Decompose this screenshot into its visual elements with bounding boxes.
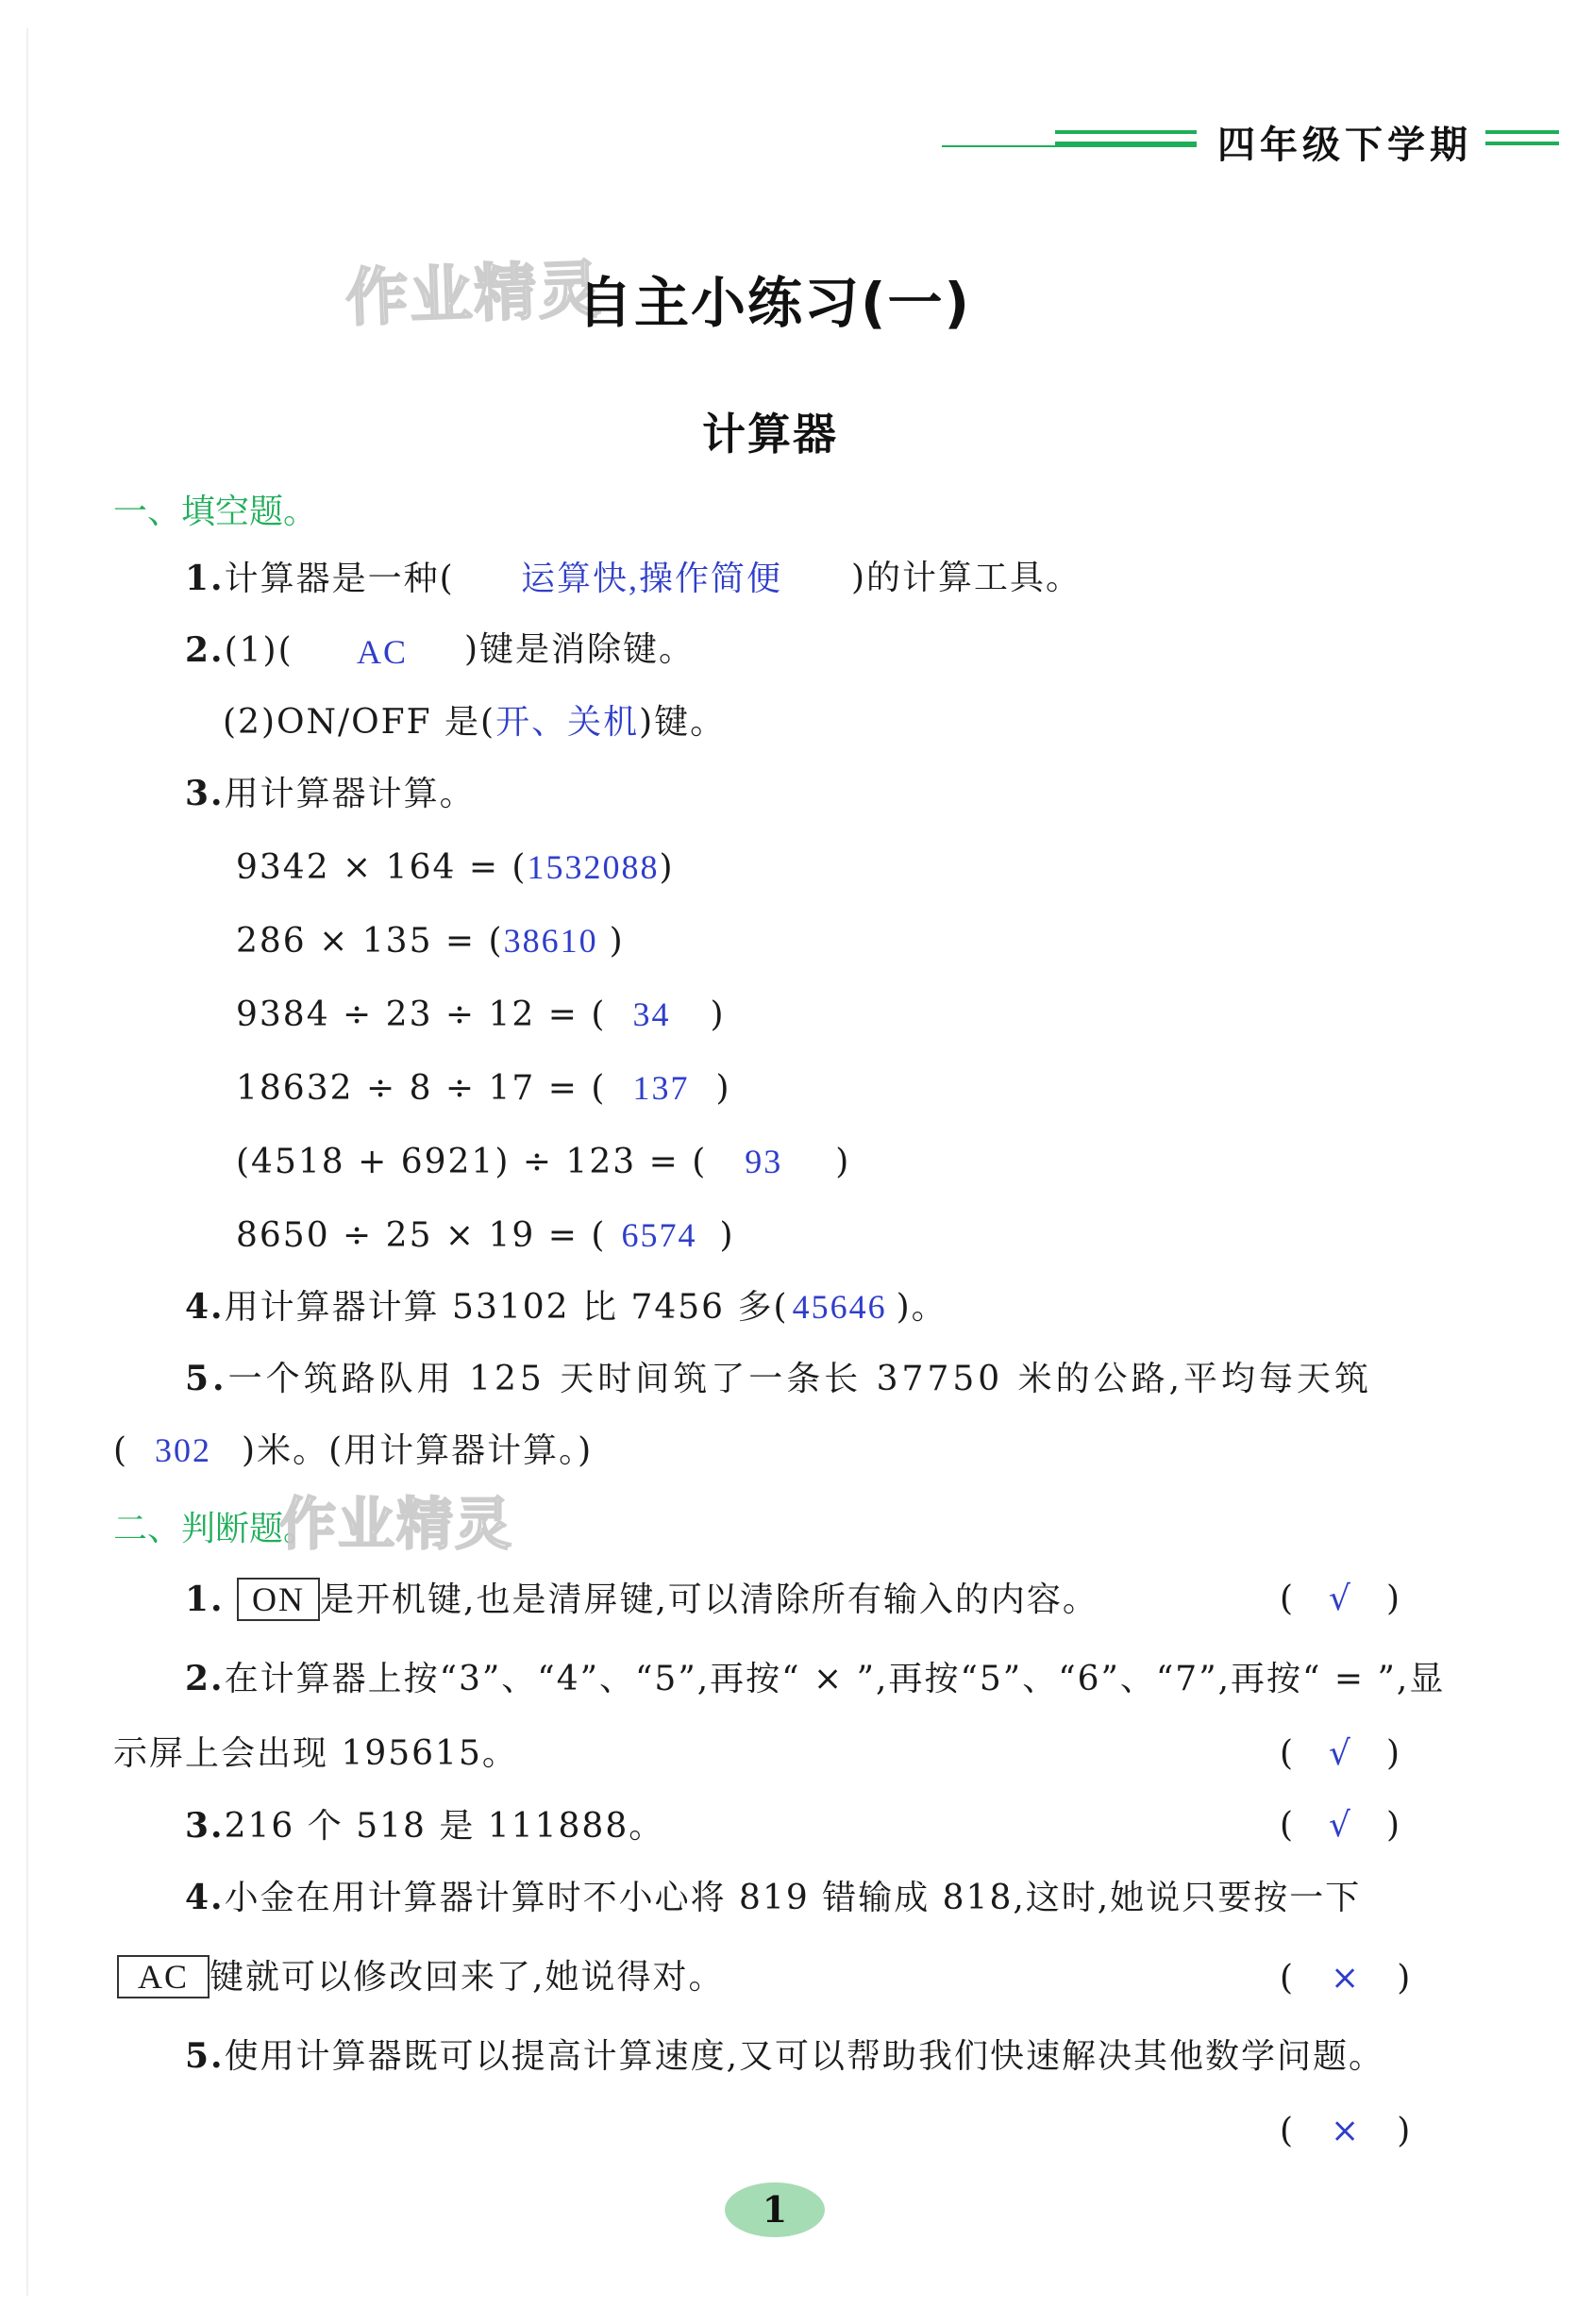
- question-2-part-2: [223, 700, 726, 744]
- answer-q1: 运算快,操作简便: [521, 560, 783, 597]
- question-number: 5.: [185, 2036, 225, 2076]
- header-rule-right-upper: [1485, 130, 1559, 134]
- page-title: 自主小练习(一): [578, 271, 972, 335]
- question-text: 用计算器计算 53102 比 7456 多(: [224, 1288, 789, 1327]
- question-text: (2)ON/OFF 是(: [223, 703, 496, 742]
- question-text-end: )键是消除键。: [464, 630, 696, 669]
- section-heading-fill-blank: 一、填空题。: [113, 493, 318, 531]
- page-edge: [26, 28, 28, 2296]
- calc-expression: (4518 + 6921) ÷ 123 = (: [236, 1143, 708, 1181]
- calc-row: [236, 1140, 850, 1184]
- question-number: 1.: [185, 559, 225, 598]
- tf-question-2-line-2: 示屏上会出现 195615。: [113, 1734, 518, 1773]
- question-text: 216 个 518 是 111888。: [224, 1807, 665, 1846]
- question-text: 用计算器计算。: [224, 775, 476, 813]
- check-mark: √: [1329, 1734, 1352, 1773]
- cross-mark: ×: [1331, 2112, 1362, 2150]
- question-number: 4.: [185, 1878, 225, 1917]
- question-text: 是开机键,也是清屏键,可以清除所有输入的内容。: [320, 1580, 1098, 1619]
- on-key-box: ON: [237, 1578, 320, 1621]
- calc-row: [236, 845, 675, 890]
- tf-question-4-line-2: [117, 1955, 724, 1999]
- ac-key-box: AC: [117, 1955, 210, 1998]
- question-2-part-1: [185, 628, 293, 673]
- tf-answer-3: ( √ ): [1280, 1806, 1402, 1845]
- grade-label: 四年级下学期: [1217, 124, 1472, 167]
- question-text-end: )米。(用计算器计算。): [242, 1431, 594, 1470]
- calc-close: ): [835, 1143, 851, 1181]
- calc-close: ): [710, 995, 726, 1034]
- calc-close: ): [719, 1216, 735, 1255]
- question-text-end: )的计算工具。: [851, 559, 1082, 597]
- answer-q2-1: AC: [357, 633, 409, 671]
- header-rule-thin: [942, 145, 1055, 147]
- tf-answer-1: ( √ ): [1280, 1580, 1402, 1618]
- question-number: 3.: [185, 774, 225, 813]
- section-heading-true-false: 二、判断题。: [113, 1510, 318, 1548]
- question-text: 在计算器上按“3”、“4”、“5”,再按“ × ”,再按“5”、“6”、“7”,再按“ = ”,显: [224, 1660, 1446, 1698]
- calc-expression: 9342 × 164 = (: [236, 848, 528, 887]
- question-5-line-2: [113, 1429, 593, 1473]
- question-text: 计算器是一种(: [224, 560, 455, 598]
- answer-q5: 302: [155, 1431, 212, 1469]
- question-text: 小金在用计算器计算时不小心将 819 错输成 818,这时,她说只要按一下: [224, 1879, 1362, 1917]
- question-number: 4.: [185, 1287, 225, 1327]
- check-mark: √: [1329, 1806, 1352, 1845]
- question-5-line-1: [185, 1357, 1372, 1401]
- calc-row: [236, 1213, 734, 1258]
- calc-row: [236, 919, 625, 963]
- calc-answer: 38610: [503, 922, 598, 960]
- question-1: [185, 557, 455, 601]
- tf-question-3: [185, 1804, 664, 1848]
- question-text-end: )键。: [639, 703, 727, 742]
- question-4: [185, 1285, 947, 1329]
- calc-row: [236, 1066, 730, 1111]
- tf-question-1: [185, 1578, 1098, 1622]
- calc-close: ): [715, 1069, 731, 1108]
- calc-answer: 6574: [621, 1216, 697, 1254]
- question-number: 5.: [185, 1359, 228, 1398]
- question-text: 键就可以修改回来了,她说得对。: [210, 1958, 725, 1997]
- question-text-end: )。: [896, 1288, 947, 1327]
- check-mark: √: [1329, 1580, 1352, 1618]
- section-subtitle: 计算器: [702, 409, 838, 460]
- question-number: 1.: [185, 1580, 225, 1619]
- calc-close: ): [659, 848, 675, 887]
- cross-mark: ×: [1331, 1959, 1362, 1998]
- calc-answer: 34: [632, 995, 671, 1033]
- calc-expression: 8650 ÷ 25 × 19 = (: [236, 1216, 607, 1255]
- watermark-top: 作业精灵: [344, 253, 604, 335]
- header-rule-right-lower: [1485, 142, 1559, 145]
- calc-expression: 18632 ÷ 8 ÷ 17 = (: [236, 1069, 607, 1108]
- tf-question-2-line-1: [185, 1657, 1445, 1701]
- answer-q4: 45646: [792, 1288, 887, 1326]
- question-text: 一个筑路队用 125 天时间筑了一条长 37750 米的公路,平均每天筑: [227, 1360, 1373, 1398]
- paren-open: (: [113, 1431, 129, 1470]
- tf-question-5: [185, 2034, 1384, 2079]
- answer-q2-2: 开、关机: [495, 703, 640, 741]
- calc-row: [236, 993, 725, 1037]
- page-number: 1: [725, 2182, 825, 2237]
- tf-answer-5: ( × ): [1280, 2112, 1413, 2150]
- tf-question-4-line-1: [185, 1876, 1361, 1920]
- tf-answer-2: ( √ ): [1280, 1734, 1402, 1773]
- header-rule-lower: [1055, 142, 1197, 147]
- calc-close: ): [609, 922, 625, 961]
- question-text: (1)(: [224, 631, 293, 670]
- calc-answer: 1532088: [527, 848, 660, 886]
- calc-answer: 137: [632, 1069, 690, 1107]
- tf-answer-4: ( × ): [1280, 1959, 1413, 1998]
- calc-expression: 286 × 135 = (: [236, 922, 504, 961]
- question-number: 2.: [185, 630, 225, 670]
- question-text: 使用计算器既可以提高计算速度,又可以帮助我们快速解决其他数学问题。: [224, 2037, 1385, 2076]
- header-rule-upper: [1055, 130, 1197, 134]
- question-3: [185, 772, 476, 816]
- question-number: 3.: [185, 1806, 225, 1846]
- watermark-middle: 作业精灵: [279, 1492, 513, 1558]
- calc-answer: 93: [745, 1143, 783, 1180]
- calc-expression: 9384 ÷ 23 ÷ 12 = (: [236, 995, 607, 1034]
- question-number: 2.: [185, 1659, 225, 1698]
